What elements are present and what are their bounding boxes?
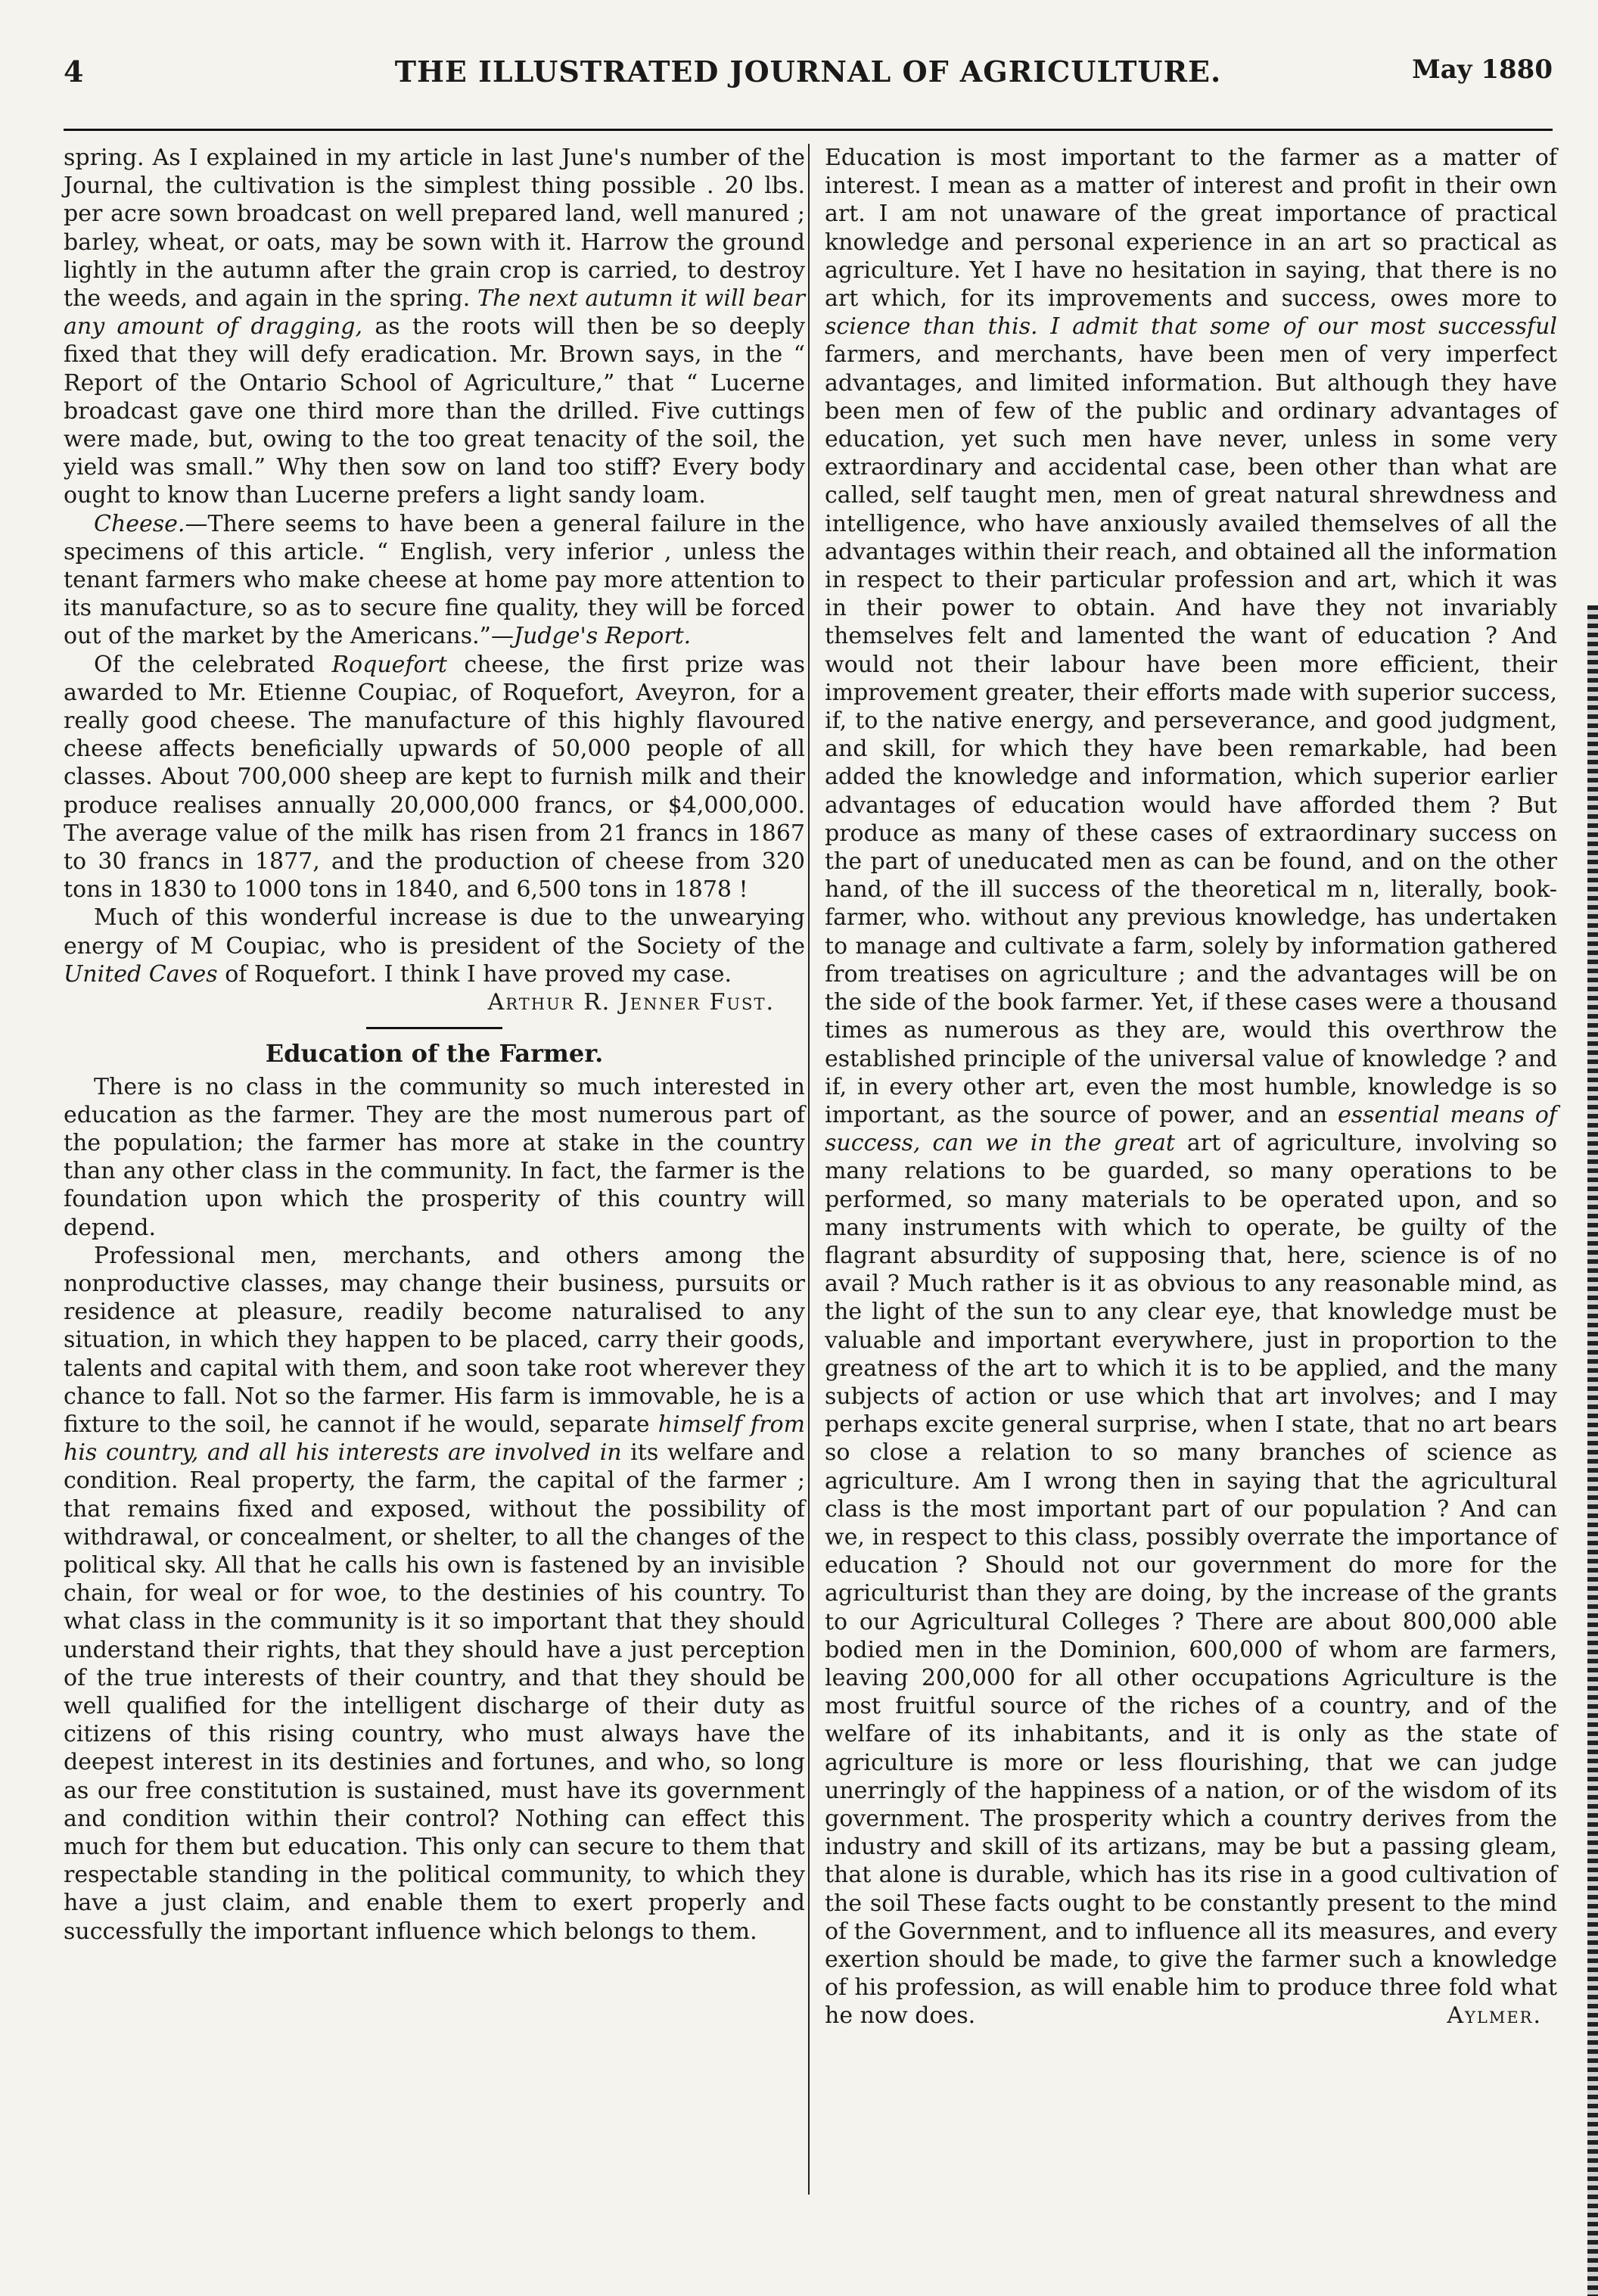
education-paragraph-1: There is no class in the community so much interested in education as the farmer. They are the most numerous part of the population; the farmer has more at stake in the country than any other class in the community. In fact, the farmer is the foundation upon which the prosperity of this country will depend. (64, 1073, 805, 1241)
page-number: 4 (64, 54, 84, 89)
cheese-paragraph: Cheese.—There seems to have been a general failure in the specimens of this article. “ English, very inferior , unless the tenant farmers who make cheese at home pay more attention to its manufacture, so as to secure fine quality, they will be forced out of the market by the Americans.”—Judge's Report. (64, 510, 805, 650)
coupiac-paragraph: Much of this wonderful increase is due to the unwearying energy of M Coupiac, who is president of the Society of the United Caves of Roquefort. I think I have proved my case. (64, 904, 805, 988)
journal-title: THE ILLUSTRATED JOURNAL OF AGRICULTURE. (394, 54, 1222, 89)
column-divider (808, 144, 810, 2195)
section-title: Education of the Farmer. (265, 1039, 604, 1069)
article-signature-aylmer: Aylmer. (1447, 2002, 1542, 2030)
lucerne-paragraph: spring. As I explained in my article in last June's number of the Journal, the cultivation is the simplest thing possible . 20 lbs. per acre sown broadcast on well prepared land, well manured ; barley, wheat, or oats, may be sown with it. Harrow the ground lightly in the autumn after the grain crop is carried, to destroy the weeds, and again in the spring. The next autumn it will bear any amount of dragging, as the roots will then be so deeply fixed that they will defy eradication. Mr. Brown says, in the “ Report of the Ontario School of Agriculture,” that “ Lucerne broadcast gave one third more than the drilled. Five cuttings were made, but, owing to the too great tenacity of the soil, the yield was small.” Why then sow on land too stiff? Every body ought to know than Lucerne prefers a light sandy loam. (64, 145, 805, 509)
issue-date: May 1880 (1412, 54, 1553, 85)
section-divider (366, 1027, 502, 1029)
education-paragraph-3: Education is most important to the farmer as a matter of interest. I mean as a matter of interest and profit in their own art. I am not unaware of the great importance of practical knowledge and personal experience in an art so practical as agriculture. Yet I have no hesitation in saying, that there is no art which, for its improvements and success, owes more to science than this. I admit that some of our most successful farmers, and merchants, have been men of very imperfect advantages, and limited information. But although they have been men of few of the public and ordinary advantages of education, yet such men have never, unless in some very extraordinary and accidental case, been other than what are called, self taught men, men of great natural shrewdness and intelligence, who have anxiously availed themselves of all the advantages within their reach, and obtained all the information in respect to their particular profession and art, which it was in their power to obtain. And have they not invariably themselves felt and lamented the want of education ? And would not their labour have been more efficient, their improvement greater, their efforts made with superior success, if, to the native energy, and perseverance, and good judgment, and skill, for which they have been remarkable, had been added the knowledge and information, which superior earlier advantages of education would have afforded them ? But produce as many of these cases of extraordinary success on the part of uneducated men as can be found, and on the other hand, of the ill success of the theoretical m n, literally, book-farmer, who. without any previous knowledge, has undertaken to manage and cultivate a farm, solely by information gathered from treatises on agriculture ; and the advantages will be on the side of the book farmer. Yet, if these cases were a thousand times as numerous as they are, would this overthrow the established principle of the universal value of knowledge ? and if, in every other art, even the most humble, knowledge is so important, as the source of power, and an essential means of success, can we in the great art of agriculture, involving so many relations to be guarded, so many operations to be performed, so many materials to be operated upon, and so many instruments with which to operate, be guilty of the flagrant absurdity of supposing that, here, science is of no avail ? Much rather is it as obvious to any reasonable mind, as the light of the sun to any clear eye, that knowledge must be valuable and important everywhere, just in proportion to the greatness of the art to which it is to be applied, and the many subjects of action or use which that art involves; and I may perhaps excite general surprise, when I state, that no art bears so close a relation to so many branches of science as agriculture. Am I wrong then in saying that the agricultural class is the most important part of our population ? And can we, in respect to this class, possibly overrate the importance of education ? Should not our government do more for the agriculturist than they are doing, by the increase of the grants to our Agricultural Colleges ? There are about 800,000 able bodied men in the Dominion, 600,000 of whom are farmers, leaving 200,000 for all other occupations Agriculture is the most fruitful source of the riches of a country, and of the welfare of its inhabitants, and it is only as the state of agriculture is more or less flourishing, that we can judge unerringly of the happiness of a nation, or of the wisdom of its government. The prosperity which a country derives from the industry and skill of its artizans, may be but a passing gleam, that alone is durable, which has its rise in a good cultivation of the soil These facts ought to be constantly present to the mind of the Government, and to influence all its measures, and every exertion should be made, to give the farmer such a knowledge of his profession, as will enable him to produce three fold what he now does. Aylmer. (825, 145, 1557, 2030)
right-column (825, 144, 1557, 2030)
article-signature: Arthur R. Jenner Fust. (487, 989, 775, 1016)
left-column (64, 144, 805, 1946)
header-rule (64, 129, 1553, 131)
education-paragraph-2: Professional men, merchants, and others among the nonproductive classes, may change their business, pursuits or residence at pleasure, readily become naturalised to any situation, in which they happen to be placed, carry their goods, talents and capital with them, and soon take root wherever they chance to fall. Not so the farmer. His farm is immovable, he is a fixture to the soil, he cannot if he would, separate himself from his country, and all his interests are involved in its welfare and condition. Real property, the farm, the capital of the farmer ; that remains fixed and exposed, without the possibility of withdrawal, or concealment, or shelter, to all the changes of the political sky. All that he calls his own is fastened by an invisible chain, for weal or for woe, to the destinies of his country. To what class in the community is it so important that they should understand their rights, that they should have a just perception of the true interests of their country, and that they should be well qualified for the intelligent discharge of their duty as citizens of this rising country, who must always have the deepest interest in its destinies and fortunes, and who, so long as our free constitution is sustained, must have its government and condition within their control? Nothing can effect this much for them but education. This only can secure to them that respectable standing in the political community, to which they have a just claim, and enable them to exert properly and successfully the important influence which belongs to them. (64, 1242, 806, 1945)
page-edge (1587, 605, 1598, 2296)
roquefort-paragraph: Of the celebrated Roquefort cheese, the first prize was awarded to Mr. Etienne Coupiac, of Roquefort, Aveyron, for a really good cheese. The manufacture of this highly flavoured cheese affects beneficially upwards of 50,000 people of all classes. About 700,000 sheep are kept to furnish milk and their produce realises annually 20,000,000 francs, or $4,000,000. The average value of the milk has risen from 21 francs in 1867 to 30 francs in 1877, and the production of cheese from 320 tons in 1830 to 1000 tons in 1840, and 6,500 tons in 1878 ! (64, 651, 806, 904)
page-header (64, 54, 1553, 100)
